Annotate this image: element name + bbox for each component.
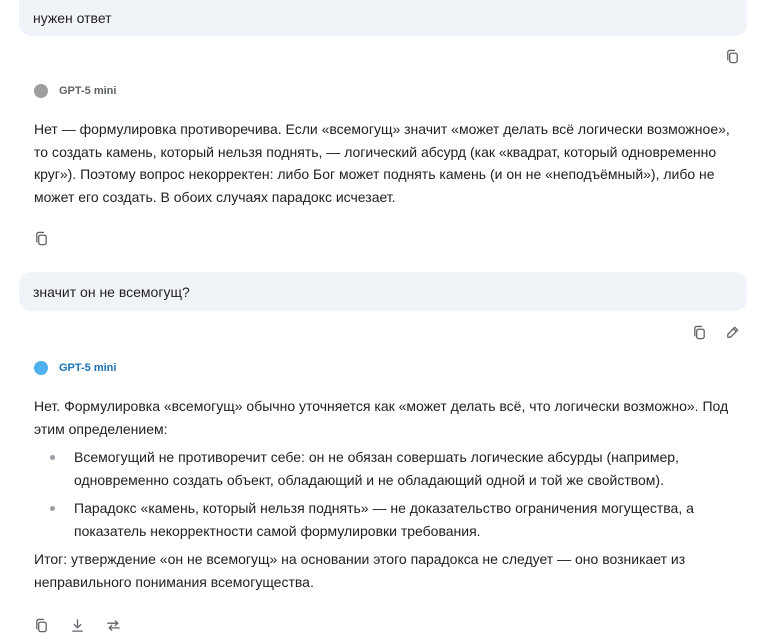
user-message-1 xyxy=(19,0,747,36)
download-icon[interactable] xyxy=(68,616,86,634)
model-answer-1 xyxy=(34,118,740,208)
model-name: GPT-5 mini xyxy=(59,85,117,97)
answer-intro: Нет. Формулировка «всемогущ» обычно уточняется как «может делать всё, что логически возможно». Под этим определением: xyxy=(34,398,729,437)
user-message-text: нужен ответ xyxy=(33,10,112,26)
answer-conclusion: Итог: утверждение «он не всемогущ» на основании этого парадокса не следует — оно возникает из неправильного понимания всемогущества. xyxy=(34,551,686,590)
regenerate-icon[interactable] xyxy=(104,616,122,634)
model-avatar xyxy=(34,84,48,98)
user-message-text: значит он не всемогущ? xyxy=(33,283,190,300)
model-answer-2 xyxy=(34,395,734,593)
user-message-2 xyxy=(19,272,747,311)
answer-bullet-list xyxy=(34,446,734,542)
answer-paragraph: Нет — формулировка противоречива. Если «всемогущ» значит «может делать всё логически возможное», то создать камень, который нельзя поднять, — логический абсурд (как «квадрат, который одновременно круг»). Поэтому вопрос некорректен: либо Бог может поднять камень (и он не «неподъёмный»), либо не может его создать. В обоих случаях парадокс исчезает. xyxy=(34,121,730,205)
model-avatar xyxy=(34,361,48,375)
model-label-1 xyxy=(34,84,116,98)
edit-icon[interactable] xyxy=(723,323,741,341)
model-label-2 xyxy=(34,361,116,375)
list-item: Всемогущий не противоречит себе: он не обязан совершать логические абсурды (например, одновременно создать объект, обладающий и не обладающий одной и той же свойством). xyxy=(74,446,734,491)
copy-icon[interactable] xyxy=(723,47,741,65)
copy-icon[interactable] xyxy=(32,616,50,634)
copy-icon[interactable] xyxy=(690,323,708,341)
model-name: GPT-5 mini xyxy=(59,362,117,374)
list-item: Парадокс «камень, который нельзя поднять» — не доказательство ограничения могущества, а показатель некорректности самой формулировки требования. xyxy=(74,497,734,542)
copy-icon[interactable] xyxy=(32,229,50,247)
